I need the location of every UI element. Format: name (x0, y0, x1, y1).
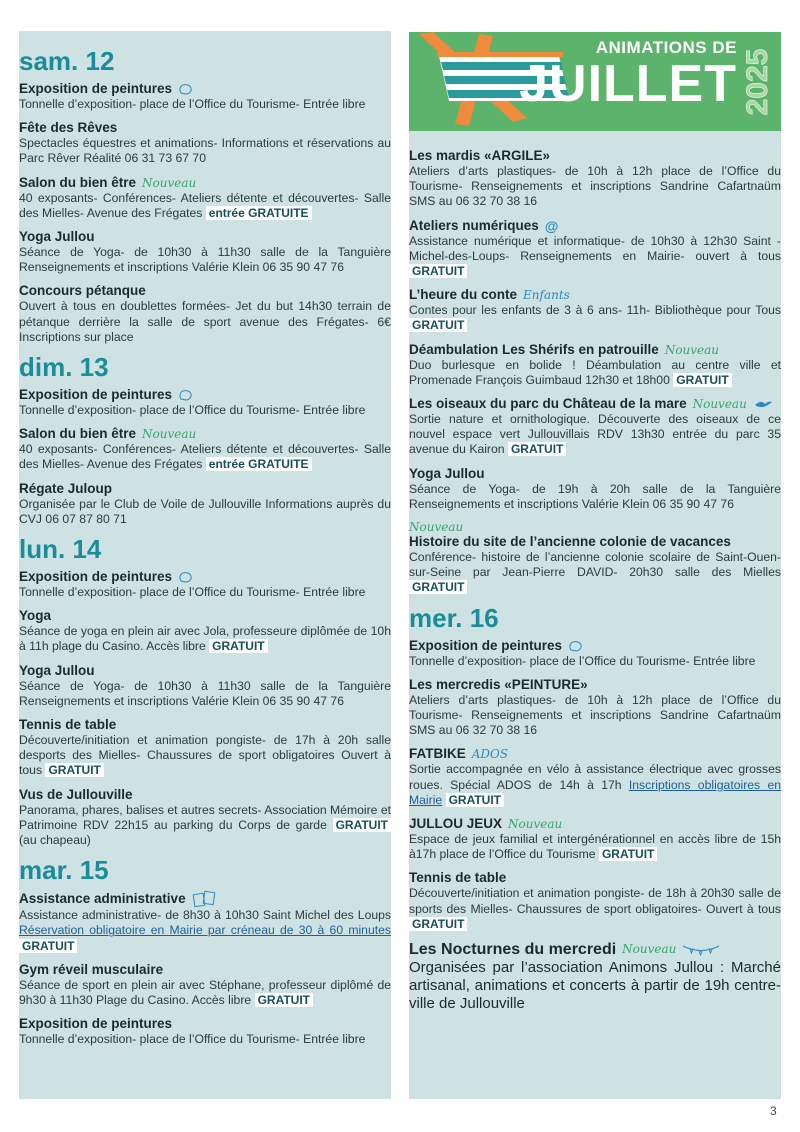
event-desc: Espace de jeux familial et intergénérationnel en accès libre de 15h à17h place de l’Office du Tourisme (409, 832, 781, 862)
event-desc: Découverte/initiation et animation pongiste- de 18h à 20h30 salle de sports des Mielles- Chaussures de sport obligatoires- Ouvert à tous (409, 886, 781, 916)
right-column (409, 131, 781, 1099)
event-desc: Tonnelle d’exposition- place de l’Office du Tourisme- Entrée libre (409, 653, 756, 668)
new-tag: Nouveau (508, 817, 563, 832)
event-desc: Séance de Yoga- de 19h à 20h salle de la Tanguière Renseignements et inscriptions Valérie Klein 06 35 90 47 76 (409, 481, 781, 511)
free-badge: entrée GRATUITE (206, 206, 312, 220)
event-title: FATBIKE (409, 746, 466, 762)
bird-icon (753, 397, 773, 411)
new-tag: Nouveau (142, 427, 197, 442)
event-regate-juloup (19, 481, 391, 527)
hand-palette-icon (178, 388, 194, 402)
event-oiseaux-parc (409, 396, 781, 458)
day-heading-mar-15: mar. 15 (19, 855, 109, 886)
event-jullou-jeux (409, 816, 781, 862)
page-number: 3 (770, 1104, 777, 1118)
event-title: L’heure du conte (409, 287, 518, 303)
event-title: Tennis de table (409, 870, 507, 886)
event-concours-petanque (19, 283, 391, 345)
event-yoga-jullou (19, 663, 391, 709)
event-desc: Sortie nature et ornithologique. Découverte des oiseaux de ce nouvel espace vert Jullouvillais RDV 13h30 entrée du parc 35 avenue du Kairon (409, 412, 781, 457)
event-salon-bien-etre (19, 426, 391, 472)
event-desc: Séance de Yoga- de 10h30 à 11h30 salle de la Tanguière Renseignements et inscriptions Valérie Klein 06 35 90 47 76 (19, 678, 391, 708)
free-badge: GRATUIT (673, 373, 731, 387)
free-badge: entrée GRATUITE (206, 457, 312, 471)
event-title: Salon du bien être (19, 426, 137, 442)
event-desc: Tonnelle d’exposition- place de l’Office du Tourisme- Entrée libre (19, 403, 366, 418)
day-heading-sat-12: sam. 12 (19, 46, 115, 76)
event-desc: Organisée par le Club de Voile de Jullouville Informations auprès du CVJ 06 07 87 80 71 (19, 496, 391, 526)
event-title: Concours pétanque (19, 283, 146, 299)
event-yoga-jullou (409, 466, 781, 512)
hand-palette-icon (178, 570, 194, 584)
event-desc: Sortie accompagnée en vélo à assistance électrique avec grosses roues. Spécial ADOS de 14h à 17h (409, 762, 781, 792)
free-badge: GRATUIT (45, 763, 103, 777)
free-badge: GRATUIT (333, 818, 391, 832)
event-ateliers-numeriques (409, 218, 781, 280)
event-exposition-peintures (19, 569, 391, 600)
event-histoire-colonie (409, 520, 781, 596)
event-title: Gym réveil musculaire (19, 961, 164, 977)
header-title-line2: JUILLET (519, 55, 737, 113)
free-badge: GRATUIT (446, 793, 504, 807)
event-title: Les oiseaux du parc du Château de la mare (409, 396, 687, 412)
event-sherifs-patrouille (409, 342, 781, 388)
event-title: Exposition de peintures (19, 1016, 173, 1032)
event-title: Ateliers numériques (409, 217, 539, 233)
event-title: Les Nocturnes du mercredi (409, 941, 617, 959)
event-desc: Assistance administrative- de 8h30 à 10h30 Saint Michel des Loups (19, 908, 391, 923)
event-mercredis-peinture (409, 677, 781, 739)
event-yoga-jullou (19, 229, 391, 275)
event-title: Les mardis «ARGILE» (409, 148, 551, 163)
event-title: Exposition de peintures (409, 637, 563, 653)
event-desc: Assistance numérique et informatique- de 10h30 à 12h30 Saint -Michel-des-Loups- Renseignements en Mairie- ouvert à tous (409, 233, 781, 263)
event-title: Fête des Rêves (19, 120, 118, 136)
event-desc: Organisées par l’association Animons Jullou : Marché artisanal, animations et concerts à partir de 19h centre-ville de Jullouville (409, 959, 781, 1013)
free-badge: GRATUIT (508, 442, 566, 456)
event-tennis-de-table (19, 717, 391, 779)
event-salon-bien-etre (19, 175, 391, 221)
free-badge: GRATUIT (409, 580, 467, 594)
event-title: Yoga Jullou (19, 229, 95, 245)
event-desc: Ateliers d’arts plastiques- de 10h à 12h place de l’Office du Tourisme- Renseignements et inscriptions Sandrine Cafartnaüm SMS au 06 32 70 38 16 (409, 164, 781, 209)
event-exposition-peintures (19, 387, 391, 418)
event-desc: Séance de Yoga- de 10h30 à 11h30 salle de la Tanguière Renseignements et inscriptions Valérie Klein 06 35 90 47 76 (19, 245, 391, 275)
event-title: Tennis de table (19, 717, 117, 733)
new-tag: Nouveau (409, 520, 464, 535)
garland-icon (682, 943, 720, 957)
event-note: (au chapeau) (19, 833, 91, 848)
free-badge: GRATUIT (19, 939, 77, 953)
event-title: Exposition de peintures (19, 81, 173, 96)
event-fatbike (409, 746, 781, 808)
event-title: JULLOU JEUX (409, 816, 503, 832)
reservation-link[interactable]: Réservation obligatoire en Mairie par créneau de 30 à 60 minutes (19, 923, 391, 938)
event-desc: Conférence- histoire de l’ancienne colonie scolaire de Saint-Ouen-sur-Seine par Jean-Pierre DAVID- 20h30 salle des Mielles (409, 550, 781, 580)
documents-icon (192, 890, 218, 908)
free-badge: GRATUIT (209, 639, 267, 653)
event-nocturnes-mercredi (409, 940, 781, 1013)
event-title: Vus de Jullouville (19, 786, 133, 802)
day-heading-dim-13: dim. 13 (19, 352, 109, 383)
day-heading-lun-14: lun. 14 (19, 534, 102, 565)
event-desc: Ateliers d’arts plastiques- de 10h à 12h place de l’Office du Tourisme- Renseignements et inscriptions Sandrine Cafartnaüm SMS au 06 32 70 38 16 (409, 692, 781, 738)
free-badge: GRATUIT (409, 917, 467, 931)
left-column (19, 31, 391, 1099)
event-title: Régate Juloup (19, 480, 113, 496)
header-banner (409, 26, 781, 131)
free-badge: GRATUIT (599, 847, 657, 861)
event-vus-de-jullouville (19, 787, 391, 849)
new-tag: Nouveau (622, 942, 677, 957)
new-tag: Nouveau (142, 175, 197, 190)
hand-palette-icon (568, 639, 584, 653)
event-title: Yoga Jullou (409, 465, 485, 481)
header-title-line1: ANIMATIONS DE (595, 38, 737, 57)
at-sign-icon: @ (544, 217, 559, 234)
event-desc: Duo burlesque en bolide ! Déambulation au centre ville et Promenade François Guimbaud 12h30 et 18h00 (409, 357, 781, 387)
day-heading-mer-16: mer. 16 (409, 602, 499, 633)
registration-link[interactable]: Inscriptions obligatoires en Mairie (409, 777, 781, 807)
event-title: Yoga Jullou (19, 662, 95, 678)
event-title: Yoga (19, 608, 52, 624)
kids-tag: Enfants (523, 288, 570, 303)
event-title: Salon du bien être (19, 174, 137, 190)
event-desc: Séance de yoga en plein air avec Jola, professeure diplômée de 10h à 11h plage du Casino. Accès libre (19, 624, 391, 654)
event-title: Histoire du site de l’ancienne colonie de vacances (409, 534, 731, 550)
event-desc: Tonnelle d’exposition- place de l’Office du Tourisme- Entrée libre (19, 1032, 366, 1047)
event-tennis-de-table (409, 870, 781, 932)
event-title: Exposition de peintures (19, 569, 173, 585)
free-badge: GRATUIT (409, 318, 467, 332)
event-exposition-peintures (19, 81, 391, 112)
event-fete-des-reves (19, 120, 391, 166)
event-title: Exposition de peintures (19, 387, 173, 403)
event-desc: Panorama, phares, balises et autres secrets- Association Mémoire et Patrimoine RDV 22h15 au parking du Corps de garde (19, 802, 391, 832)
event-desc: Découverte/initiation et animation pongiste- de 17h à 20h salle desports des Mielles- Chaussures de sport obligatoires Ouvert à tous (19, 733, 391, 778)
header-year (741, 32, 777, 131)
event-gym-reveil (19, 962, 391, 1008)
event-desc: Spectacles équestres et animations- Informations et réservations au Parc Rêver Réalité 06 31 73 67 70 (19, 136, 391, 166)
event-desc: 40 exposants- Conférences- Ateliers détente et découvertes- Salle des Mielles- Avenue des Frégates (19, 190, 391, 220)
hand-palette-icon (178, 82, 194, 96)
event-exposition-peintures (409, 638, 781, 669)
event-title: Assistance administrative (19, 891, 186, 907)
event-title: Les mercredis «PEINTURE» (409, 676, 588, 692)
teens-tag: ADOS (471, 747, 509, 762)
event-desc: Ouvert à tous en doublettes formées- Jet du but 14h30 terrain de pétanque derrière la salle de sport avenue des Frégates- 6€ Inscriptions sur place (19, 299, 391, 344)
event-yoga (19, 608, 391, 654)
free-badge: GRATUIT (409, 264, 467, 278)
new-tag: Nouveau (692, 397, 747, 412)
event-exposition-peintures (19, 1016, 391, 1047)
event-heure-du-conte (409, 287, 781, 333)
event-desc: Tonnelle d’exposition- place de l’Office du Tourisme- Entrée libre (19, 585, 366, 600)
event-desc: 40 exposants- Conférences- Ateliers détente et découvertes- Salle des Mielles- Avenue des Frégates (19, 442, 391, 472)
event-desc: Tonnelle d’exposition- place de l’Office du Tourisme- Entrée libre (19, 97, 366, 111)
event-assistance-administrative (19, 890, 391, 954)
event-desc: Séance de sport en plein air avec Stéphane, professeur diplômé de 9h30 à 11h30 Plage du Casino. Accès libre (19, 977, 391, 1008)
event-desc: Contes pour les enfants de 3 à 6 ans- 11h- Bibliothèque pour Tous (409, 303, 781, 318)
free-badge: GRATUIT (255, 993, 313, 1007)
svg-text:2025: 2025 (741, 48, 774, 116)
new-tag: Nouveau (664, 342, 720, 357)
event-title: Déambulation Les Shérifs en patrouille (409, 341, 659, 357)
event-mardis-argile (409, 148, 781, 210)
